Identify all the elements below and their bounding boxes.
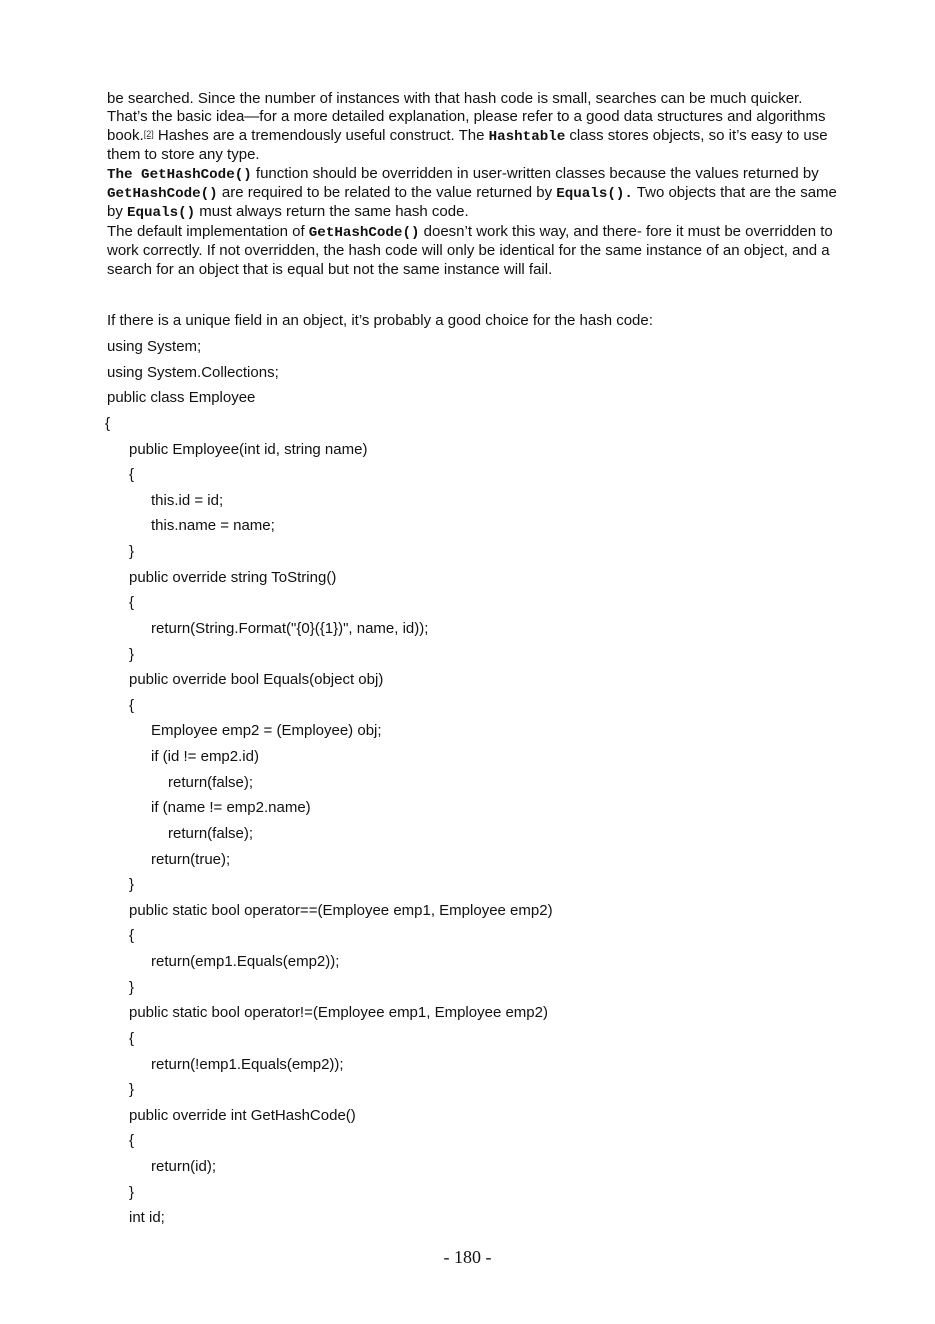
code-line: return(emp1.Equals(emp2)); xyxy=(151,953,340,970)
code-line: return(true); xyxy=(151,851,231,868)
paragraph-3 xyxy=(107,165,837,223)
code-gethashcode-2: GetHashCode() xyxy=(308,224,420,241)
code-line: return(id); xyxy=(151,1158,217,1175)
paragraph-4 xyxy=(107,223,837,279)
code-line: } xyxy=(129,1184,135,1201)
paragraph-2-text-c: class stores objects, so it’s easy to use them to store any type. xyxy=(107,126,828,164)
code-line: { xyxy=(129,697,135,714)
paragraph-2-text-a: That’s the basic idea—for a more detailed explanation, please refer to a good data structures and algorithms book. xyxy=(107,108,826,144)
code-line: public class Employee xyxy=(107,389,256,406)
paragraph-3-text-a: function should be overridden in user-written classes because the values returned by xyxy=(251,164,819,182)
code-the-gethashcode: The GetHashCode() xyxy=(107,166,252,183)
code-line: { xyxy=(129,1030,135,1047)
paragraph-3-text-b: are required to be related to the value returned by xyxy=(217,184,557,202)
code-line: public Employee(int id, string name) xyxy=(129,441,368,458)
paragraph-2 xyxy=(107,108,837,164)
code-line: public override string ToString() xyxy=(129,569,337,586)
paragraph-3-text-c: Two objects that are the same by xyxy=(107,184,837,221)
code-line: int id; xyxy=(129,1209,165,1226)
code-line: public static bool operator!=(Employee emp1, Employee emp2) xyxy=(129,1004,548,1021)
code-line: return(false); xyxy=(168,774,254,791)
paragraph-1 xyxy=(107,90,837,108)
code-line: return(false); xyxy=(168,825,254,842)
code-line: this.name = name; xyxy=(151,517,275,534)
code-line: } xyxy=(129,979,135,996)
code-line: return(String.Format("{0}({1})", name, id)); xyxy=(151,620,429,637)
paragraph-4-text-b: doesn’t work this way, and there- fore it must be overridden to work correctly. If not overridden, the hash code will only be identical for the same instance of an object, and a search for an object that is equal but not the same instance will fail. xyxy=(107,222,833,278)
body-text xyxy=(107,90,837,279)
code-line: if (name != emp2.name) xyxy=(151,799,311,816)
code-equals: Equals(). xyxy=(556,186,633,203)
code-intro-text: If there is a unique field in an object, it’s probably a good choice for the hash code: xyxy=(107,312,653,329)
footnote-ref-link[interactable]: [2] xyxy=(143,128,154,139)
code-line: { xyxy=(129,466,135,483)
code-line: using System; xyxy=(107,338,202,355)
code-line: { xyxy=(129,594,135,611)
page-number: - 180 - xyxy=(443,1247,492,1267)
code-line: { xyxy=(129,927,135,944)
paragraph-2-text-b: Hashes are a tremendously useful construct. The xyxy=(153,126,489,144)
code-line: } xyxy=(129,876,135,893)
code-hashtable: Hashtable xyxy=(488,128,566,145)
code-line: public override int GetHashCode() xyxy=(129,1107,356,1124)
code-line: using System.Collections; xyxy=(107,364,279,381)
paragraph-1-text: be searched. Since the number of instances with that hash code is small, searches can be much quicker. xyxy=(107,90,803,107)
code-line: return(!emp1.Equals(emp2)); xyxy=(151,1056,344,1073)
code-line: { xyxy=(105,415,111,432)
code-line: } xyxy=(129,543,135,560)
paragraph-4-text-a: The default implementation of xyxy=(107,222,309,240)
code-line: } xyxy=(129,1081,135,1098)
code-line: } xyxy=(129,646,135,663)
paragraph-3-text-d: must always return the same hash code. xyxy=(195,203,469,221)
code-equals-2: Equals() xyxy=(127,205,196,222)
code-line: public override bool Equals(object obj) xyxy=(129,671,384,688)
code-line: Employee emp2 = (Employee) obj; xyxy=(151,722,382,739)
code-line: this.id = id; xyxy=(151,492,224,509)
code-line: if (id != emp2.id) xyxy=(151,748,259,765)
code-line: { xyxy=(129,1132,135,1149)
code-line: public static bool operator==(Employee emp1, Employee emp2) xyxy=(129,902,553,919)
code-gethashcode: GetHashCode() xyxy=(107,186,218,203)
